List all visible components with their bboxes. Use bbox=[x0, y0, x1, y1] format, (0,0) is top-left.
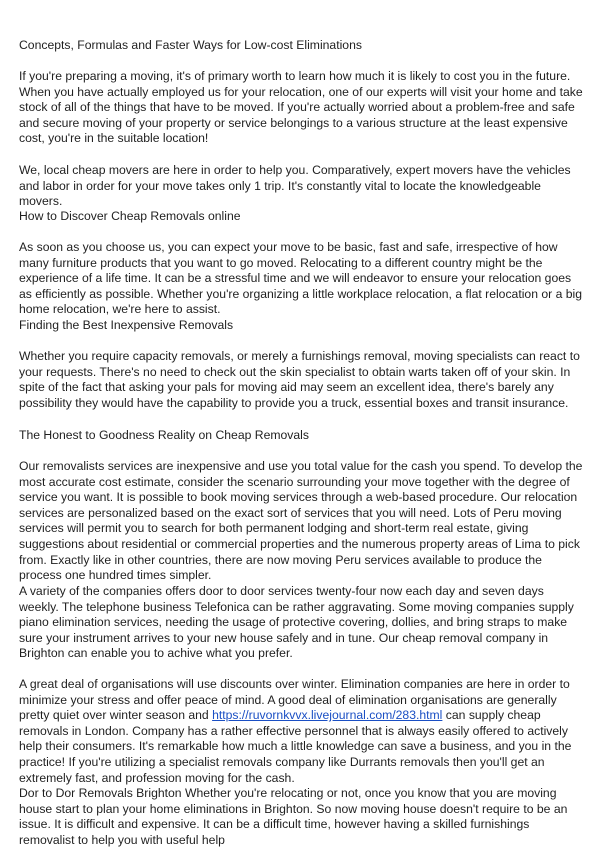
livejournal-link[interactable]: https://ruvornkvvx.livejournal.com/283.html bbox=[212, 708, 443, 723]
paragraph-winter-discounts bbox=[19, 677, 583, 786]
heading-honest-reality: The Honest to Goodness Reality on Cheap Removals bbox=[19, 428, 309, 442]
paragraph-capacity-removals: Whether you require capacity removals, or merely a furnishings removal, moving specialists can react to your requests. There's no need to check out the skin specialist to obtain warts taken off of your skin. In spite of the fact that asking your pals for moving aid may seem an excellent idea, there's barely any possibility they would have the capability to provide you a truck, essential boxes and transit insurance. bbox=[19, 349, 580, 410]
paragraph-removalists-services: Our removalists services are inexpensive and use you total value for the cash you spend. To develop the most accurate cost estimate, consider the scenario surrounding your move together with the degree of service you want. It is possible to book moving services through a web-based procedure. Our relocation services are personalized based on the exact sort of services that you will need. Lots of Peru moving services will permit you to search for both permanent lodging and short-term real estate, giving suggestions about residential or commercial properties and the numerous property areas of Lima to pick from. Exactly like in other countries, there are now moving Peru services available to produce the process one hundred times simpler. bbox=[19, 459, 583, 583]
paragraph-door-to-door: A variety of the companies offers door to door services twenty-four now each day and seven days weekly. The telephone business Telefonica can be rather aggravating. Some moving companies supply piano elimination services, needing the usage of protective covering, dollies, and bring straps to make sure your instrument arrives to your new house safely and in tune. Our cheap removal company in Brighton can enable you to achive what you prefer. bbox=[19, 584, 574, 661]
heading-discover-cheap-removals: How to Discover Cheap Removals online bbox=[19, 209, 241, 223]
paragraph-text-after-link: can supply cheap removals in London. Company has a rather effective personnel that is always easily offered to actively help their consumers. It's remarkable how much a little knowledge can save a business, and you in the practice! If you're utilizing a specialist removals company like Durrants removals then you'll get an extremely fast, and profession moving for the cash. bbox=[19, 708, 572, 785]
paragraph-text-before-link: A great deal of organisations will use discounts over winter. Elimination companies are here in order to minimize your stress and offer peace of mind. A good deal of elimination organisations are generally pretty quiet over winter season and bbox=[19, 677, 570, 723]
paragraph-brighton-removals: Dor to Dor Removals Brighton Whether you're relocating or not, once you know that you are moving house start to plan your home eliminations in Brighton. So now moving house doesn't require to be an issue. It is difficult and expensive. It can be a difficult time, however having a skilled furnishings removalist to help you with useful help bbox=[19, 786, 568, 847]
paragraph-choose-us: As soon as you choose us, you can expect your move to be basic, fast and safe, irrespective of how many furniture products that you want to go moved. Relocating to a different country might be the experience of a life time. It can be a stressful time and we will endeavor to ensure your relocation goes as efficiently as possible. Whether you're organizing a little workplace relocation, a flat relocation or a big home relocation, we're here to assist. bbox=[19, 240, 583, 317]
paragraph-intro: If you're preparing a moving, it's of primary worth to learn how much it is likely to cost you in the future. When you have actually employed us for your relocation, one of our experts will visit your home and take stock of all of the things that have to be moved. If you're actually worried about a problem-free and safe and secure moving of your property or service belongings to a various structure at the least expensive cost, you're in the suitable location! bbox=[19, 69, 583, 146]
paragraph-local-movers: We, local cheap movers are here in order to help you. Comparatively, expert movers have the vehicles and labor in order for your move takes only 1 trip. It's constantly vital to locate the knowledgeable movers. bbox=[19, 163, 571, 209]
document-title: Concepts, Formulas and Faster Ways for Low-cost Eliminations bbox=[19, 38, 362, 52]
heading-best-inexpensive-removals: Finding the Best Inexpensive Removals bbox=[19, 318, 234, 332]
